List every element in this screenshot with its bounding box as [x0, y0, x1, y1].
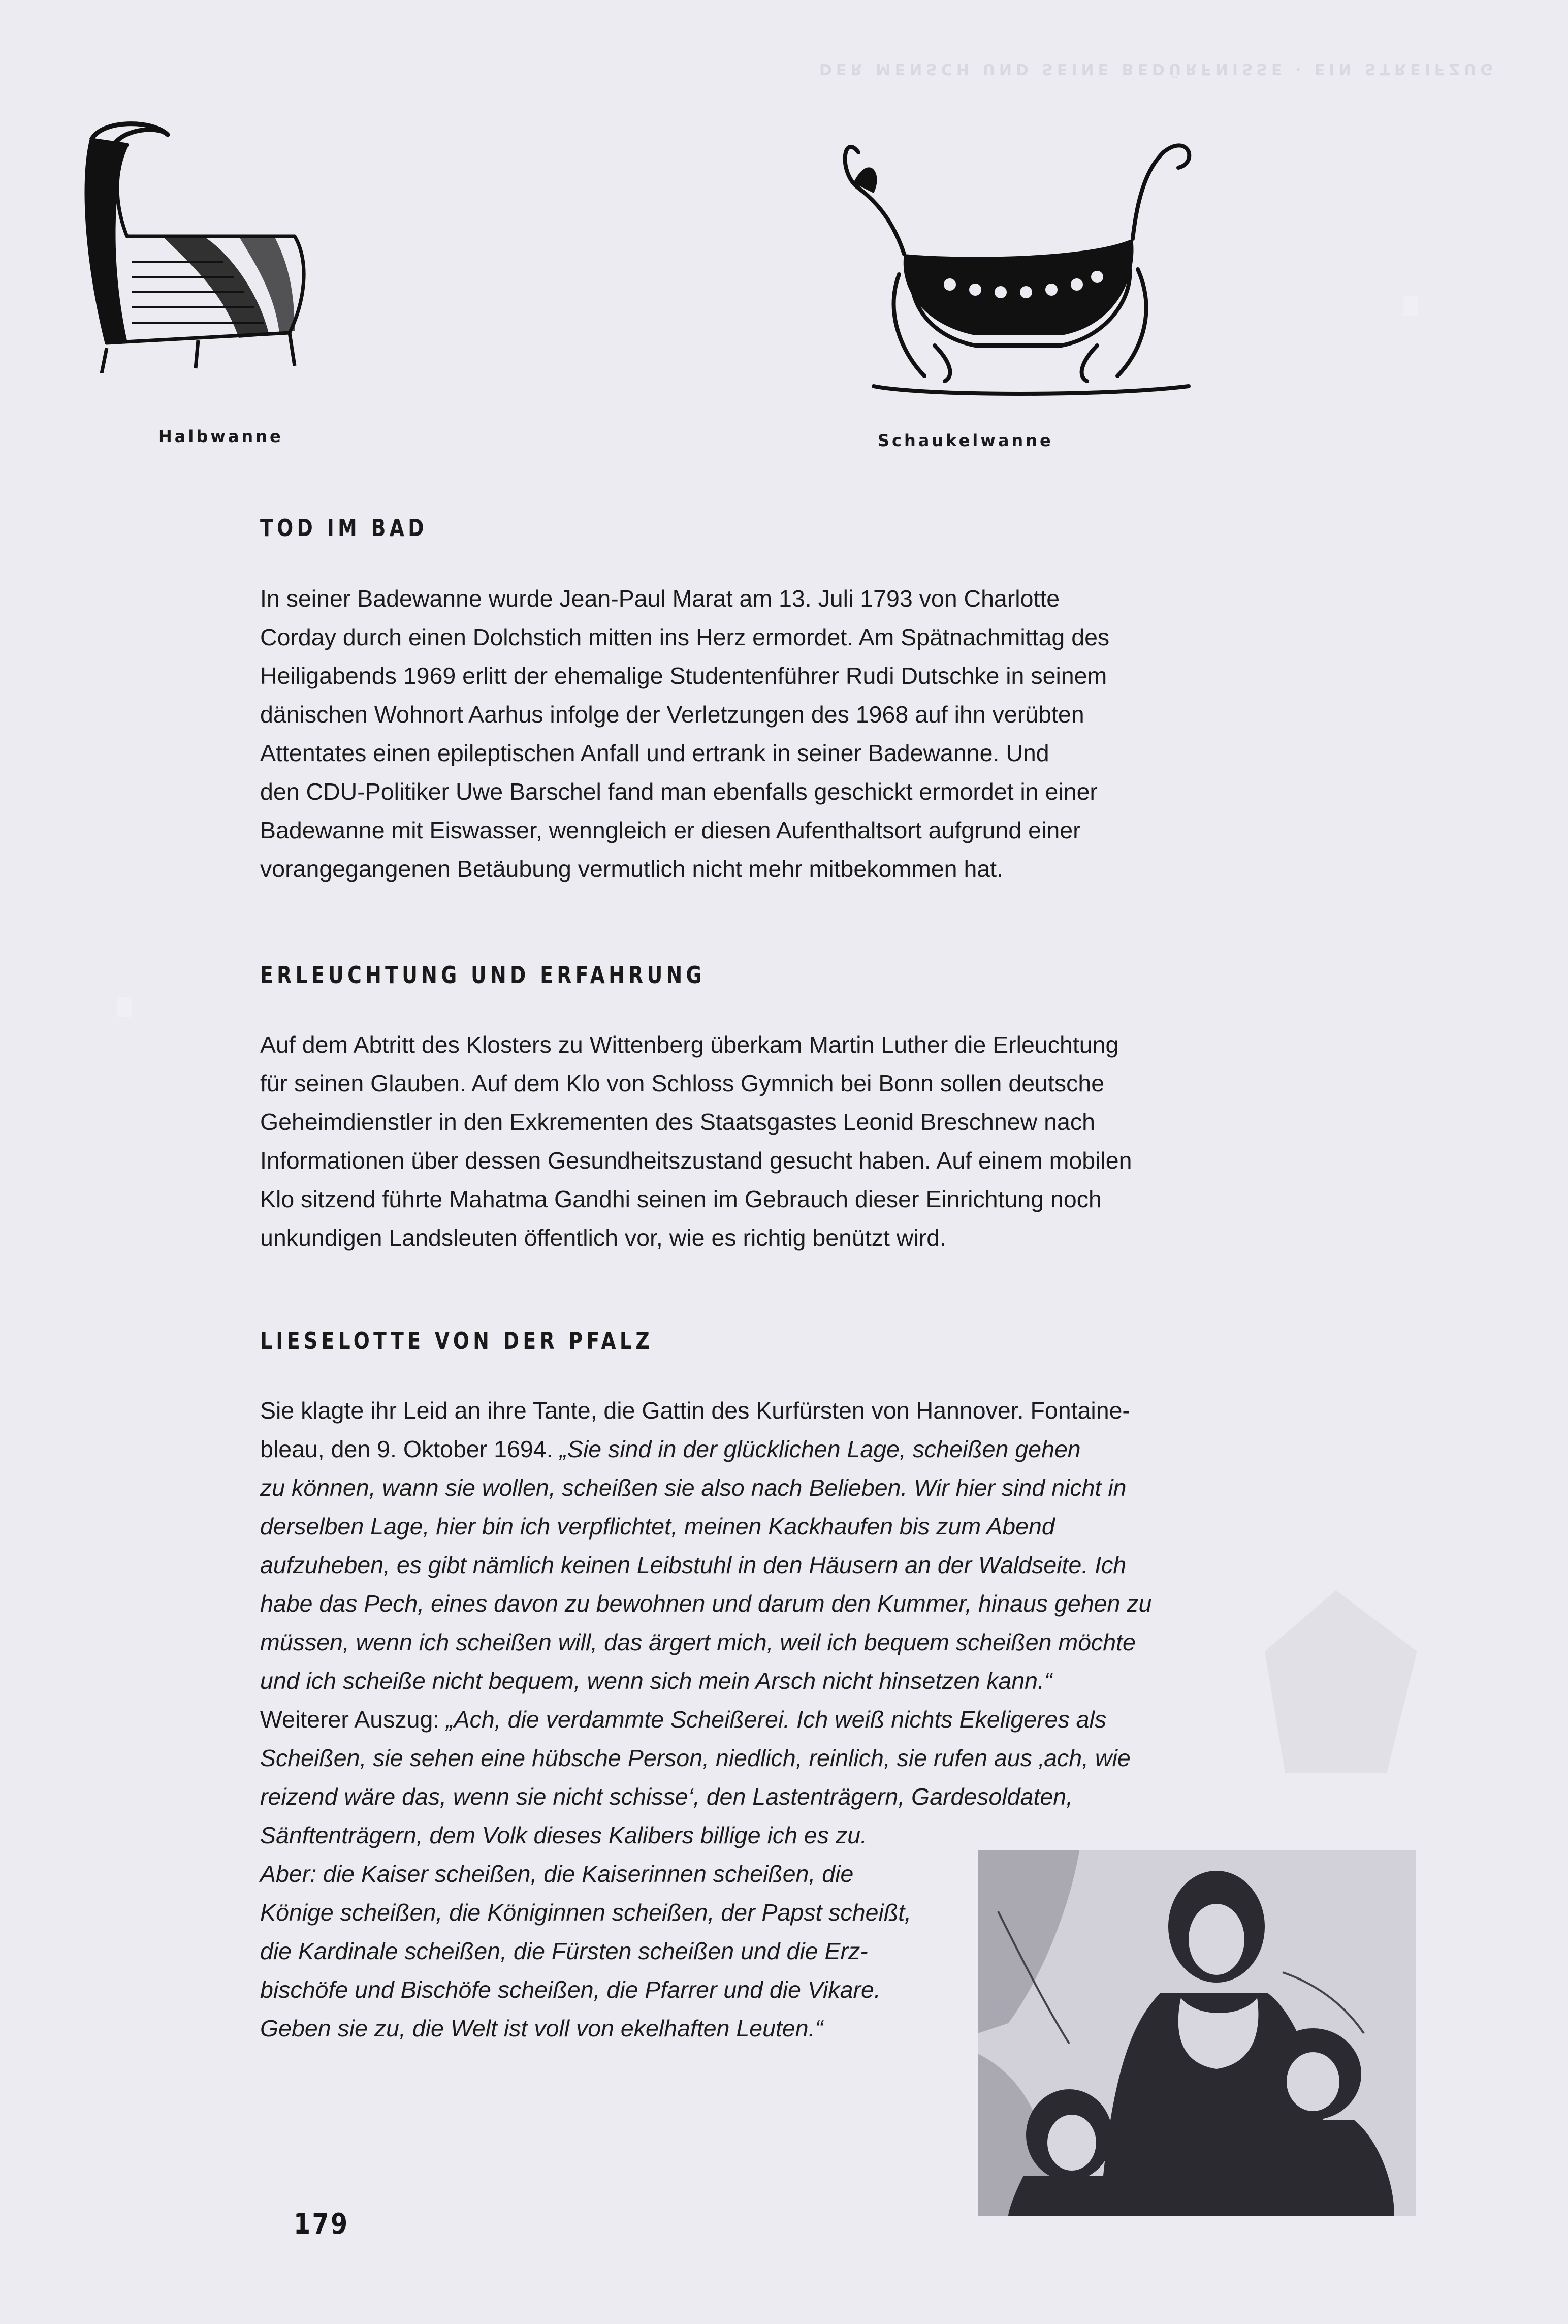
section-text-erleuchtung — [260, 1025, 1225, 1257]
section-text-tod-im-bad — [260, 579, 1225, 888]
text-line: In seiner Badewanne wurde Jean-Paul Marat am 13. Juli 1793 von Charlotte — [260, 585, 1060, 612]
quote-line: Geben sie zu, die Welt ist voll von ekelhaften Leuten.“ — [260, 2015, 823, 2042]
text-line: Geheimdienstler in den Exkrementen des Staatsgastes Leonid Breschnew nach — [260, 1109, 1095, 1135]
text-run: bleau, den 9. Oktober 1694. — [260, 1436, 560, 1462]
text-line: Sie klagte ihr Leid an ihre Tante, die Gattin des Kurfürsten von Hannover. Fontaine- — [260, 1397, 1130, 1424]
section-heading-lieselotte: LIESELOTTE VON DER PFALZ — [260, 1327, 654, 1355]
text-line: für seinen Glauben. Auf dem Klo von Schloss Gymnich bei Bonn sollen deutsche — [260, 1070, 1105, 1096]
bleed-through-mark — [116, 996, 136, 1021]
quote-line: müssen, wenn ich scheißen will, das ärgert mich, weil ich bequem scheißen möchte — [260, 1629, 1136, 1655]
text-run: Weiterer Auszug: — [260, 1706, 446, 1733]
quote-line: habe das Pech, eines davon zu bewohnen und darum den Kummer, hinaus gehen zu — [260, 1590, 1152, 1617]
quote-run: „Ach, die verdammte Scheißerei. Ich weiß nichts Ekeligeres als — [446, 1706, 1107, 1733]
halbwanne-illustration — [71, 109, 310, 373]
text-line: Badewanne mit Eiswasser, wenngleich er diesen Aufenthaltsort aufgrund einer — [260, 817, 1081, 843]
section-heading-erleuchtung: ERLEUCHTUNG UND ERFAHRUNG — [260, 961, 706, 989]
portrait-engraving-icon — [978, 1850, 1416, 2216]
quote-line: die Kardinale scheißen, die Fürsten scheißen und die Erz- — [260, 1938, 868, 1964]
section-heading-tod-im-bad: TOD IM BAD — [260, 514, 428, 542]
text-line: vorangegangenen Betäubung vermutlich nicht mehr mitbekommen hat. — [260, 856, 1004, 882]
text-line — [260, 1430, 1225, 1468]
bleed-through-header: DER MENSCH UND SEINE BEDÜRFNISSE · EIN STREIFZUG — [819, 60, 1497, 78]
quote-line: zu können, wann sie wollen, scheißen sie also nach Belieben. Wir hier sind nicht in — [260, 1474, 1127, 1501]
text-line — [260, 1700, 1225, 1739]
rocking-bathtub-engraving-icon — [823, 122, 1209, 406]
quote-line: reizend wäre das, wenn sie nicht schisse‘, den Lastenträgern, Gardesoldaten, — [260, 1783, 1073, 1810]
schaukelwanne-illustration — [823, 122, 1209, 406]
text-line: Informationen über dessen Gesundheitszustand gesucht haben. Auf einem mobilen — [260, 1147, 1132, 1174]
page-number: 179 — [294, 2208, 349, 2241]
quote-line: bischöfe und Bischöfe scheißen, die Pfarrer und die Vikare. — [260, 1976, 881, 2003]
text-line: Corday durch einen Dolchstich mitten ins Herz ermordet. Am Spätnachmittag des — [260, 624, 1110, 650]
quote-line: Scheißen, sie sehen eine hübsche Person, niedlich, reinlich, sie rufen aus ‚ach, wie — [260, 1745, 1131, 1771]
text-line: Auf dem Abtritt des Klosters zu Wittenberg überkam Martin Luther die Erleuchtung — [260, 1031, 1119, 1058]
text-line: Attentates einen epileptischen Anfall und ertrank in seiner Badewanne. Und — [260, 740, 1049, 766]
quote-line: derselben Lage, hier bin ich verpflichtet, meinen Kackhaufen bis zum Abend — [260, 1513, 1055, 1540]
portrait-illustration — [978, 1850, 1416, 2216]
text-line: Klo sitzend führte Mahatma Gandhi seinen im Gebrauch dieser Einrichtung noch — [260, 1186, 1102, 1212]
text-line: den CDU-Politiker Uwe Barschel fand man ebenfalls geschickt ermordet in einer — [260, 778, 1098, 805]
image-caption-schaukelwanne: Schaukelwanne — [878, 431, 1053, 450]
bathtub-engraving-icon — [71, 109, 310, 373]
bleed-through-pentagon — [1265, 1580, 1432, 1794]
quote-line: und ich scheiße nicht bequem, wenn sich mein Arsch nicht hinsetzen kann.“ — [260, 1668, 1052, 1694]
text-line: Heiligabends 1969 erlitt der ehemalige Studentenführer Rudi Dutschke in seinem — [260, 663, 1107, 689]
quote-line: aufzuheben, es gibt nämlich keinen Leibstuhl in den Häusern an der Waldseite. Ich — [260, 1552, 1127, 1578]
text-line: dänischen Wohnort Aarhus infolge der Verletzungen des 1968 auf ihn verübten — [260, 701, 1084, 728]
bleed-through-mark — [1402, 295, 1422, 325]
text-line: unkundigen Landsleuten öffentlich vor, wie es richtig benützt wird. — [260, 1224, 947, 1251]
quote-run: „Sie sind in der glücklichen Lage, scheißen gehen — [559, 1436, 1081, 1462]
quote-line: Aber: die Kaiser scheißen, die Kaiserinnen scheißen, die — [260, 1861, 854, 1887]
image-caption-halbwanne: Halbwanne — [158, 427, 283, 446]
quote-line: Könige scheißen, die Königinnen scheißen, der Papst scheißt, — [260, 1899, 912, 1926]
quote-line: Sänftenträgern, dem Volk dieses Kalibers billige ich es zu. — [260, 1822, 867, 1848]
